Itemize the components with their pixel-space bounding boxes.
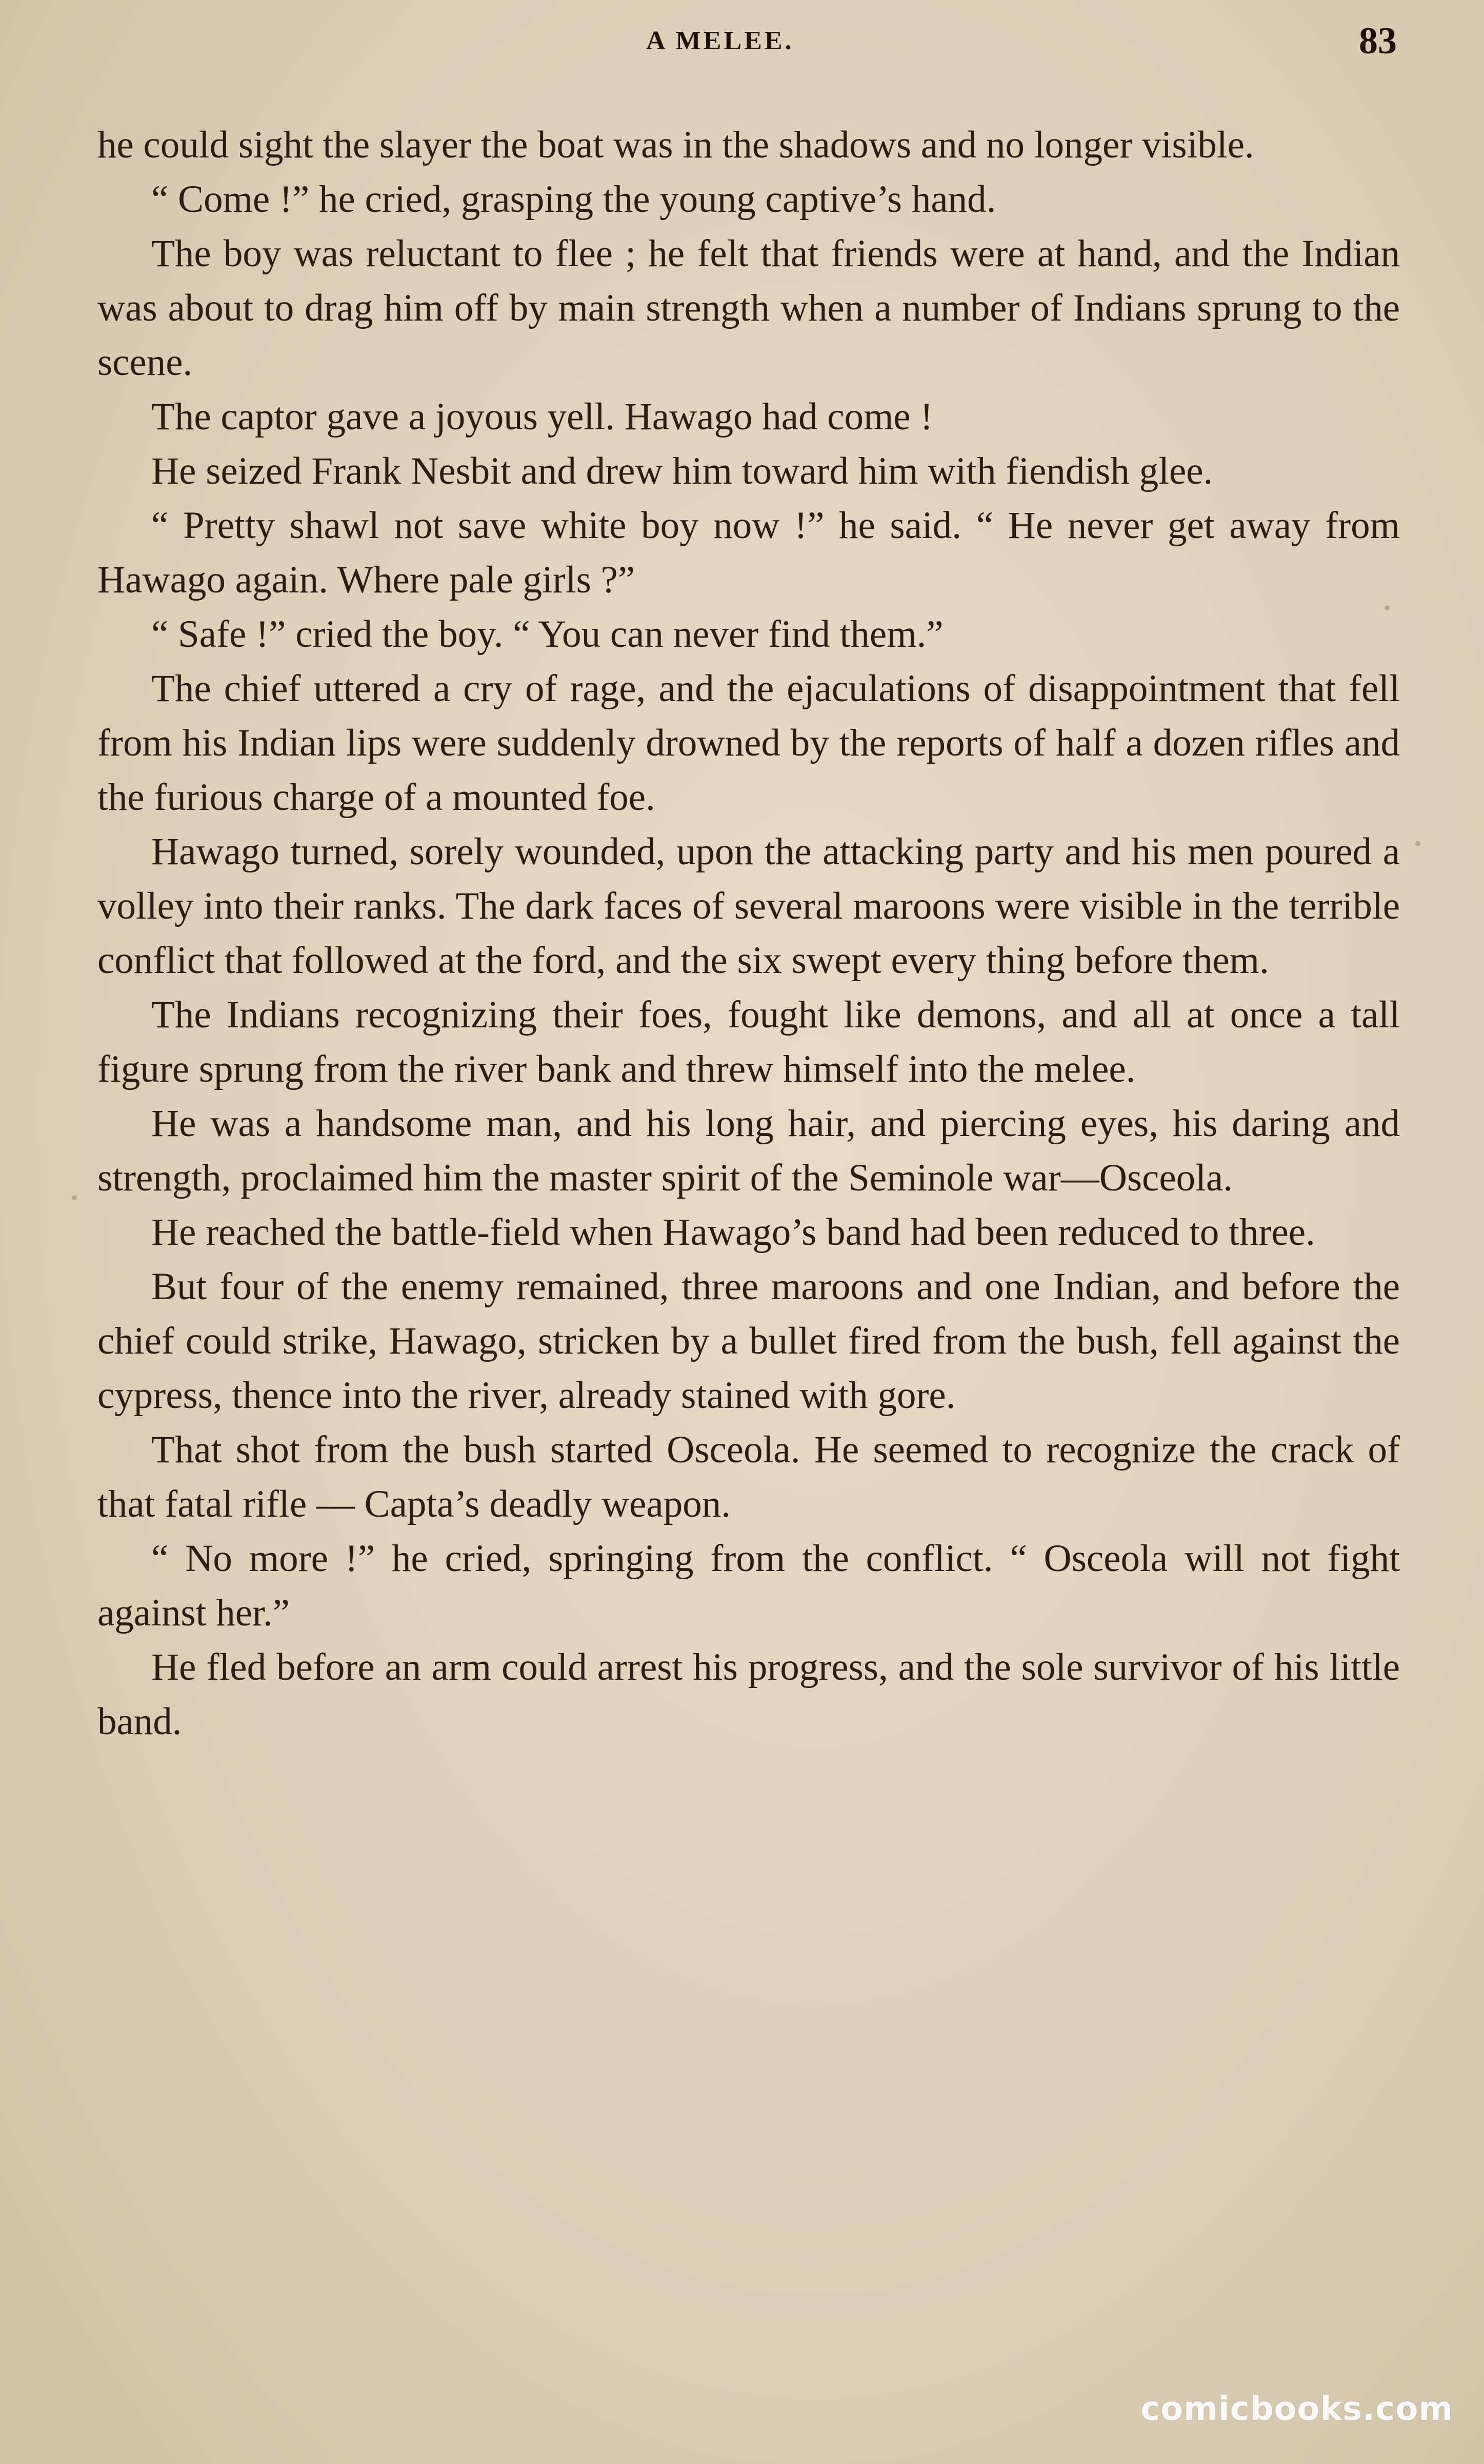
running-head: A MELEE. (646, 26, 794, 55)
page-number: 83 (1359, 20, 1397, 62)
page-header (0, 15, 1484, 77)
paragraph: That shot from the bush started Osceola. He seemed to recognize the crack of that fatal rifle — Capta’s deadly weapon. (97, 1428, 1400, 1525)
paper-speck (1385, 605, 1390, 610)
paragraph: But four of the enemy remained, three maroons and one Indian, and before the chief could strike, Hawago, stricken by a bullet fired from the bush, fell against the cypress, thence into the river, already stained with gore. (97, 1265, 1400, 1417)
paragraph: “ Come !” he cried, grasping the young captive’s hand. (151, 178, 996, 221)
paragraph: The boy was reluctant to flee ; he felt that friends were at hand, and the Indian was about to drag him off by main strength when a number of Indians sprung to the scene. (97, 232, 1400, 384)
paragraph: The chief uttered a cry of rage, and the ejaculations of disappointment that fell from his Indian lips were suddenly drowned by the reports of half a dozen rifles and the furious charge of a mounted foe. (97, 667, 1400, 819)
watermark-logo: comicbooks.com (1140, 2390, 1453, 2428)
paragraph: Hawago turned, sorely wounded, upon the attacking party and his men poured a volley into their ranks. The dark faces of several maroons were visible in the terrible conflict that followed at the ford, and the six swept every thing before them. (97, 830, 1400, 982)
paragraph: The captor gave a joyous yell. Hawago had come ! (151, 395, 933, 438)
paper-speck (72, 1195, 77, 1200)
paragraph: The Indians recognizing their foes, fought like demons, and all at once a tall figure sprung from the river bank and threw himself into the melee. (97, 993, 1400, 1090)
paragraph: He seized Frank Nesbit and drew him toward him with fiendish glee. (151, 450, 1213, 492)
paragraph: “ Safe !” cried the boy. “ You can never find them.” (151, 613, 944, 655)
paragraph: he could sight the slayer the boat was in the shadows and no longer visible. (97, 124, 1254, 166)
paragraph: “ No more !” he cried, springing from the conflict. “ Osceola will not fight against her.” (97, 1537, 1400, 1634)
paragraph: “ Pretty shawl not save white boy now !” he said. “ He never get away from Hawago again. Where pale girls ?” (97, 504, 1400, 601)
paper-speck (1415, 841, 1420, 846)
body-text (97, 118, 1400, 1749)
paragraph: He fled before an arm could arrest his progress, and the sole survivor of his little band. (97, 1646, 1400, 1743)
paragraph: He reached the battle-field when Hawago’s band had been reduced to three. (151, 1211, 1315, 1254)
paragraph: He was a handsome man, and his long hair, and piercing eyes, his daring and strength, proclaimed him the master spirit of the Seminole war—Osceola. (97, 1102, 1400, 1199)
